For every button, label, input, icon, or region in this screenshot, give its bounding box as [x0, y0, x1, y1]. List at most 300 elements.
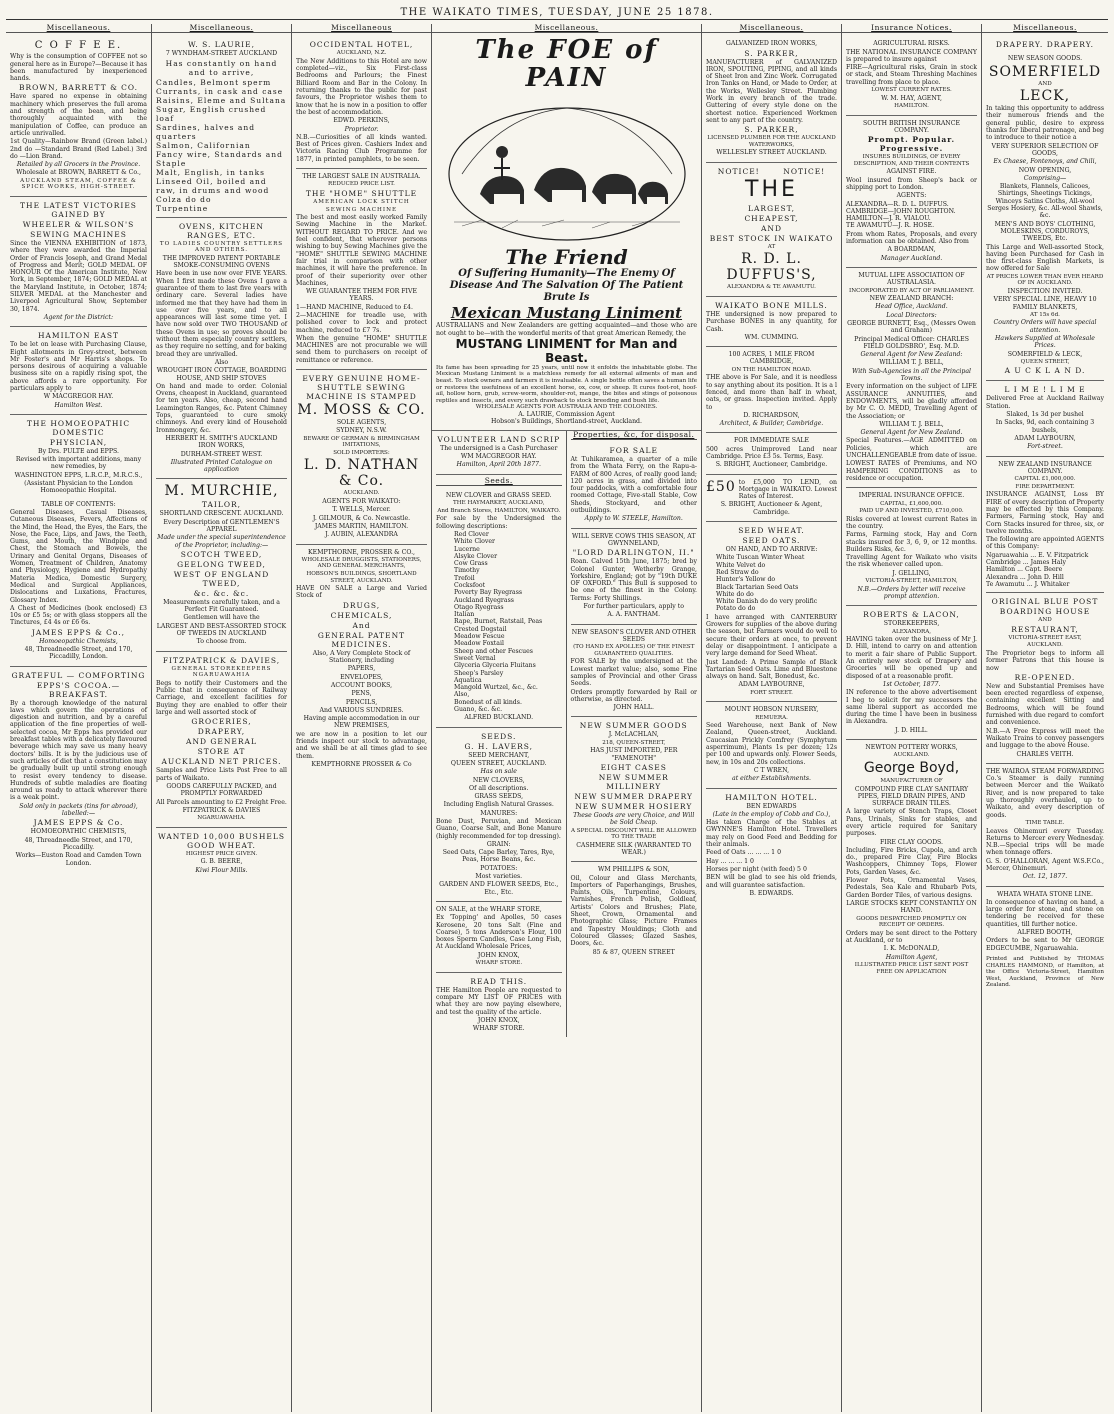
ad-title: NEW SEASON'S CLOVER AND OTHER SEEDS [571, 628, 696, 643]
ad-text: Measurements carefully taken, and a Perfect Fit Guaranteed. [163, 598, 280, 614]
ad-firm: R. D. L. DUFFUS'S, [726, 251, 817, 284]
ad-firm: JAMES EPPS & Co., [31, 627, 126, 637]
list-item: Red Straw do [716, 568, 759, 576]
ad-sub: RESTAURANT, [1011, 624, 1079, 634]
ad-text: MANUFACTURER OF [880, 777, 943, 784]
ad-firm: G. H. LAVERS, [464, 741, 534, 751]
list-item: SCOTCH TWEED, [180, 549, 263, 559]
section-header: Miscellaneous. [152, 24, 291, 33]
ad-name: A BOARDMAN, [887, 246, 936, 254]
ad-text: AGENTS FOR WAIKATO: [322, 498, 401, 506]
list-item: Sweet Vernal [454, 654, 496, 662]
ad-name: JOHN KNOX, [477, 951, 520, 959]
ad-text: This Large and Well-assorted Stock, having been Purchased for Cash in the first-class English Markets, is now offered for Sale [986, 243, 1104, 273]
column-1 [6, 24, 152, 1412]
ad-text: Oil, Colour and Glass Merchants, Importers of Paperhangings, Brushes, Paints, Oils, Turpentine, Colours, Varnishes, French Polish, Goldleaf, Artists' Colors and Brushes; Plate, Sheet, Crown, Ornamental and Photographic Glass; Picture Frames and Tapestry Mouldings; Cloth and Coloured Glasses; Glazed Sashes, Doors, &c. [570, 874, 697, 948]
section-header: Insurance Notices. [842, 24, 981, 33]
ad-text: Including, Fire Bricks, Cupola, and arch do., prepared Fire Clay, Fire Blocks Washcoppers, Chimney Tops, Flower Pots, Garden Vases, &c. [846, 846, 977, 876]
section-header: Miscellaneous [292, 24, 431, 33]
ad-text: THE undersigned is now prepared to Purchase BONES in any quantity, for Cash. [706, 310, 837, 333]
summer-goods-ad [571, 717, 698, 862]
ad-text: At Tuhikaramea, a quarter of a mile from the Whata Ferry, on the Rapu-a-FARM of 800 Acres, of really good land; 120 acres in grass, and divided into four paddocks, with a comfortable four roomed Cottage, Five-stall Stable, Cow Sheds, Stockyard, and other outbuildings. [570, 455, 697, 515]
ad-firm: M. MURCHIE, [164, 483, 279, 500]
columns [6, 24, 1108, 1412]
list-item: Sardines, halves and quarters [156, 122, 255, 141]
ad-text: THE NATIONAL INSURANCE COMPANY is prepared to insure against [846, 48, 977, 63]
ad-text: Agent for the District: [43, 313, 114, 321]
ad-text: NOW OPENING, [1018, 166, 1072, 174]
ad-text: WASHINGTON EPPS, L.R.C.P., M.R.C.S., [14, 471, 143, 479]
list-item: Guano, &c. &c. [454, 706, 503, 714]
pottery-ad [846, 740, 977, 980]
ad-text: WELLESLEY STREET AUCKLAND. [716, 149, 827, 157]
ad-text: Bone Dust, Peruvian, and Mexican Guano, Coarse Salt, and Bone Manure (highly recommended for top dressing). [436, 818, 562, 840]
ad-firm: J. McLACHLAN, [608, 731, 659, 739]
ad-head: AUCKLAND NET PRICES. [161, 757, 282, 767]
cocoa-ad [10, 667, 147, 872]
ad-text: (Assistant Physician to the London Homoeopathic Hospital. [24, 480, 133, 495]
ad-name: S. BRIGHT, Auctioneer & Agent, Cambridge. [720, 501, 823, 516]
list-item: Turpentine [156, 203, 209, 213]
ad-title: VOLUNTEER LAND SCRIP [437, 434, 561, 444]
list-item: Meadow Fescue [454, 633, 505, 641]
ad-name: ADAM LAYBOURN, [1014, 434, 1076, 442]
ad-title: AGRICULTURAL RISKS. [873, 40, 950, 48]
list-item: Sugar, English crushed loaf [156, 104, 267, 123]
ad-text: ALEXANDRA, [891, 628, 932, 635]
ad-head: INSPECTION INVITED. [1007, 287, 1083, 295]
ad-text: at either Establishments. [732, 775, 811, 783]
ad-text: Just Landed: A Prime Sample of Black Tartarian Seed Oats. Lime and Bluestone always on hand. Salt, Bonedust, &c. [706, 658, 837, 681]
ad-title: SEED OATS. [742, 536, 801, 546]
ad-text: A U C K L A N D. [1004, 366, 1086, 376]
south-british-ad [846, 116, 977, 268]
list-item: Lucerne [454, 545, 480, 553]
lavers-ad [436, 728, 562, 902]
ad-title: THE LATEST VICTORIES GAINED BY [20, 200, 137, 219]
list-item: AND [761, 223, 782, 233]
ad-firm: SOMERFIELD [988, 63, 1102, 80]
ad-text: HAS JUST IMPORTED, PER "FAMENOTH" [590, 747, 678, 762]
ad-head: MUSTANG LINIMENT for Man and Beast. [455, 336, 678, 365]
ad-text: Every Description of GENTLEMEN'S APPAREL [163, 518, 280, 533]
ad-text: I have arranged with CANTERBURY Growers for supplies of the above during the season, but Farmers would do well to secure their orders at once, to prevent delay or disappointment. I anticipate a very large demand for Seed Wheat. [706, 613, 837, 658]
list-item: NEW SUMMER DRAPERY [574, 791, 693, 801]
list-item: White Danish do do very prolific [716, 598, 818, 606]
ad-text: 2—MACHINE for treadle use, with polished cover to lock and protect machine, reduced to £7 7s. [296, 311, 427, 334]
hamilton-east-ad [10, 327, 147, 415]
ad-text: Hamilton Agent, [885, 953, 938, 961]
ad-text: To be let on lease with Purchasing Clause, Eight allotments in Grey-street, between Mr Foster's and Mr Harris's shops. To persons desirous of acquiring a valuable business site on a rapidly rising spot, the above affords a rare opportunity. For particulars apply to [10, 341, 147, 392]
ad-text: VICTORIA-STREET EAST, [1008, 634, 1082, 641]
ad-sub: REDUCED PRICE LIST. [328, 181, 395, 188]
volunteer-ad [436, 431, 562, 475]
list-item: Rape, Burnet, Ratstail, Peas [454, 618, 543, 626]
list-item: GENERAL PATENT MEDICINES. [317, 630, 406, 649]
ad-text: FORT STREET. [750, 689, 793, 696]
ad-text: Travelling Agent for Waikato who visits the risk whenever called upon. [846, 554, 977, 569]
ad-name: CHARLES VEITH. [1016, 750, 1074, 758]
friend-sub: Of Suffering Humanity—The Enemy Of Disease And The Salvation Of The Patient Brute Is [449, 268, 684, 304]
ad-head: GRAIN: [486, 840, 511, 848]
ad-text: SOLE AGENTS, [336, 419, 387, 427]
list-item: Raisins, Eleme and Sultana [156, 95, 287, 105]
ad-text: SEED MERCHANT, [468, 751, 530, 759]
wairoa-ad [986, 764, 1104, 887]
ad-text: HOMOEOPATHIC CHEMISTS, [30, 828, 127, 836]
duffus-list [706, 204, 837, 243]
list-item: Also, [454, 691, 470, 699]
ad-title: L I M E ! L I M E [1004, 385, 1086, 395]
ad-text: Why is the consumption of COFFEE not so general here as in Europe?—Because it has been manufactured by inexperienced hands. [10, 53, 147, 83]
ad-text: CAPITAL, £1,600,000. [880, 500, 943, 507]
list-item: GROCERIES, [191, 717, 252, 727]
ad-text: FIRE DEPARTMENT. [1015, 483, 1075, 490]
ad-text: HIGHEST PRICE GIVEN. [185, 850, 258, 857]
mustang-ad [432, 36, 701, 430]
ad-text: CAPITAL £1,000,000. [1014, 476, 1076, 483]
ad-text: In consequence of having on hand, a large order for stone, and stone on tendering be received for these quantities, till further notice. [986, 898, 1104, 928]
ad-name: ADAM LAYBOURNE, [738, 681, 805, 689]
list-item: Potato do do [716, 605, 756, 613]
ad-text: The undersigned is a Cash Purchaser [440, 444, 558, 452]
bone-mills-ad [706, 297, 837, 347]
ad-text: Every information on the subject of LIFE ASSURANCE ANNUITIES, and ENDOWMENTS, will be gladly afforded by Mr C. O. MEDD, Travelling Agent of the Association; or [846, 383, 977, 420]
ad-text: 7 WYNDHAM-STREET AUCKLAND [165, 50, 278, 58]
ad-text: To choose from. [196, 638, 247, 646]
ad-text: Leaves Ohinemuri every Tuesday. Returns to Mercer every Wednesday. N.B.—Special trips will be made when tonnage offers. [986, 827, 1104, 857]
imprint: Printed and Published by THOMAS CHARLES HAMMOND, of Hamilton, at the Office Victoria-Street, Hamilton West, Auckland, Province of New Zealand. [986, 955, 1104, 989]
ad-firm: L. D. NATHAN & Co. [303, 457, 420, 490]
seed-wheat-ad [706, 522, 837, 702]
ad-title: WAIKATO BONE MILLS. [715, 300, 828, 310]
ad-text: Also [214, 358, 229, 366]
list-item: Cow Grass [454, 560, 488, 568]
ad-title: THE [745, 176, 798, 202]
ad-text: The following are appointed AGENTS of this Company: [986, 536, 1104, 551]
ad-text: HOBSON'S BUILDINGS, SHORTLAND STREET, AUCKLAND. [306, 571, 417, 584]
ad-text: AGENTS: [896, 192, 927, 200]
ad-text: Seed Oats, Cape Barley, Tares, Rye, Peas, Horse Beans, &c. [442, 849, 555, 864]
ad-head: LARGE STOCKS KEPT CONSTANTLY ON HAND. [846, 899, 977, 915]
ad-text: A SPECIAL DISCOUNT WILL BE ALLOWED TO THE TRADE [570, 827, 697, 841]
ad-text: General Diseases, Casual Diseases, Cutaneous Diseases, Fevers, Affections of the Mind, the Head, the Eyes, the Ears, the Nose, the Face, Lips, and Jaws, the Teeth, Gums, and Mouth, the Windpipe and Chest, the Stomach and Bowels, the Urinary and Genital Organs, Diseases of Women, Treatment of Children, Anatomy and Physiology, Hygiene and Hydropathy Materia Medica, Domestic Surgery, Medical and Surgical Appliances, Dislocations and Luxations, Fractures, Glossary Index. [10, 508, 147, 604]
ad-text: Head Office, Auckland. [875, 303, 948, 311]
ad-name: WILLIAM T. J. BELL, [879, 359, 944, 367]
ad-text: AUCKLAND STEAM, COFFEE & SPICE WORKS, HIGH-STREET. [20, 177, 137, 191]
livestock-illustration [442, 94, 692, 244]
phillips-ad [571, 862, 698, 961]
duffus-ad [706, 163, 837, 297]
ad-title: 100 ACRES, 1 MILE FROM CAMBRIDGE, [728, 351, 815, 366]
ad-text: Has on sale [480, 768, 517, 776]
column-7 [982, 24, 1108, 1412]
ad-name: ALFRED BOOTH, [1017, 929, 1073, 937]
kemp-items [296, 601, 427, 649]
ad-text: From whom Rates, Proposals, and every information can be obtained. Also from [846, 230, 977, 246]
ad-title: NEWTON POTTERY WORKS, [865, 744, 958, 752]
ad-text: ALEXANDRA & TE AWAMUTU. [727, 284, 816, 291]
ad-sub: (TO HAND EX APOLLES) OF THE FINEST GUARANTEED QUALITIES. [573, 644, 695, 657]
ad-name: D. RICHARDSON, [743, 411, 800, 419]
ad-title: ORIGINAL BLUE POST [991, 597, 1099, 607]
ad-text: Illustrated Printed Catalogue on application [170, 458, 273, 474]
nz-insurance-ad [986, 457, 1104, 594]
ad-title: HAMILTON HOTEL. [725, 792, 818, 802]
ad-name: JOHN HALL. [613, 704, 654, 712]
ad-title: GALVANIZED IRON WORKS, [725, 40, 818, 48]
ad-text: AT PRICES LOWER THAN EVER HEARD OF IN AUCKLAND. [986, 273, 1104, 287]
list-item: BEST STOCK IN WAIKATO [709, 233, 834, 243]
ad-text: 1st Quality—Rainbow Brand (Green label.) 2nd do —Standard Brand (Red Label.) 3rd do —Lion Brand. [10, 138, 147, 160]
ad-text: QUEEN STREET, [1020, 358, 1070, 365]
ad-text: Wholesale at BROWN, BARRETT & Co., [16, 169, 141, 177]
ad-head: RE-OPENED. [1014, 672, 1076, 682]
ad-sub: EPPS'S COCOA.—BREAKFAST. [36, 680, 121, 699]
somerfield-leck-ad [986, 36, 1104, 381]
ad-title: SEED WHEAT. [738, 526, 805, 536]
foe-title: The FOE of PAIN [475, 35, 658, 94]
ad-text: TIME TABLE. [1025, 819, 1065, 826]
ad-text: 500 acres Unimproved Land near Cambridge. Price £3 5s. Terms, Easy. [706, 445, 837, 460]
section-header: Miscellaneous. [702, 24, 841, 33]
ad-name: SOMERFIELD & LECK, [1007, 350, 1083, 358]
col4-left [432, 431, 567, 1038]
list-item: Red Clover [454, 530, 489, 538]
ad-sub: BOARDING HOUSE [999, 607, 1091, 617]
ad-head: LARGEST AND BEST-ASSORTED STOCK OF TWEEDS IN AUCKLAND [156, 622, 287, 638]
ad-text: Comprising— [1023, 174, 1067, 182]
ad-text: And Branch Stores, HAMILTON, WAIKATO. [437, 507, 561, 514]
ad-name: WM. CUMMING. [744, 333, 799, 341]
nursery-ad [706, 702, 837, 788]
fitzpatrick-ad [156, 652, 287, 828]
list-item: Auckland Ryegrass [454, 596, 514, 604]
list-item: Bonedust of all kinds. [454, 698, 522, 706]
list-item: WEST OF ENGLAND TWEED, [173, 569, 270, 588]
ad-text: HAVING taken over the business of Mr J. D. Hill, intend to carry on and attention to merit a fair share of Public Support. An entirely new stock of Drapery and Groceries will be opened up and disposed of at a reasonable profit. [846, 636, 977, 680]
ad-text: HAMILTON. [894, 102, 929, 109]
ad-firm: S. PARKER, [744, 48, 799, 58]
section-header: Miscellaneous. [432, 24, 701, 33]
list-item: GEELONG TWEED, [177, 559, 266, 569]
ad-text: we are now in a position to let our friends inspect our stock to advantage, and we shall be at all times glad to see them. [296, 730, 427, 760]
list-item: And VARIOUS SUNDRIES. [319, 706, 404, 714]
list-item: Linseed Oil, boiled and raw, in drums and wood [156, 176, 270, 195]
ad-text: Oct. 12, 1877. [1022, 873, 1068, 881]
arrive-list [706, 554, 837, 612]
list-item: PENCILS, [345, 698, 378, 706]
ad-text: Retailed by all Grocers in the Province. [16, 161, 141, 169]
wharf-ad [436, 902, 562, 973]
list-item: CHEMICALS, [330, 610, 393, 620]
friend-title: The Friend [505, 245, 628, 270]
ad-firm: BEN EDWARDS [746, 802, 797, 810]
blue-post-ad [986, 593, 1104, 764]
list-item: CAMBRIDGE—JOHN ROUGHTON. [846, 207, 956, 215]
ad-text: For further particulars, apply to [583, 602, 684, 610]
ad-name: EDWD. PERKINS, [333, 117, 390, 125]
ad-title: FOR SALE [609, 445, 658, 455]
ad-name: J. D. HILL. [895, 726, 928, 734]
ad-title: TABLE OF CONTENTS: [41, 500, 116, 508]
list-item: JAMES MARTIN, HAMILTON. [314, 522, 409, 530]
list-item: Fancy wire, Standards and Staple [156, 149, 283, 168]
list-item: White Tuscan Winter Wheat [716, 554, 805, 562]
summer-items [571, 773, 698, 811]
ad-text: BEN will be glad to see his old friends, and will guarantee satisfaction. [706, 874, 837, 889]
ad-head: NEW ZEALAND BRANCH: [869, 295, 954, 303]
ad-text: With Sub-Agencies in all the Principal Towns. [851, 367, 972, 383]
lend-ad [706, 475, 837, 522]
ad-sub: ON THE HAMILTON ROAD. [731, 366, 812, 373]
notice-label: NOTICE! [717, 166, 760, 176]
ad-name: ALFRED BUCKLAND. [464, 714, 534, 722]
list-item: PAPERS, [347, 665, 376, 673]
properties-header: Properties, &c, for disposal. [571, 431, 698, 440]
ad-text: GOODS DESPATCHED PROMPTLY ON RECEIPT OF ORDERS. [856, 915, 967, 929]
ad-text: AND [1038, 80, 1052, 87]
list-item: TE AWAMUTU—J. R. HOSE. [846, 222, 935, 230]
list-item: J. GILMOUR, & Co. Newcastle. [312, 514, 411, 522]
ad-name: WM MACGREGOR HAY. [460, 452, 537, 460]
acres-ad [706, 347, 837, 433]
ad-text: to £5,000 TO LEND, on Mortgage in WAIKATO. Lowest Rates of Interest. [738, 478, 837, 501]
list-item: NEW SUMMER HOSIERY [575, 801, 693, 811]
home-shuttle-ad [296, 169, 427, 370]
ad-text: WHOLESALE AGENTS FOR AUSTRALIA AND THE COLONIES. [475, 404, 658, 411]
list-item: Poverty Bay Ryegrass [454, 589, 523, 597]
nathan-agents [296, 506, 427, 538]
galvanized-ad [706, 36, 837, 162]
ad-text: Fort-street. [1027, 443, 1063, 451]
ad-text: DURHAM-STREET WEST. [180, 450, 263, 458]
ad-text: Orders may be sent direct to the Pottery at Auckland, or to [846, 929, 977, 945]
ad-text: Hobson's Buildings, Shortland-street, Auckland. [490, 418, 642, 426]
ad-text: LICENSED PLUMBER FOR THE AUCKLAND WATERWORKS, [707, 135, 836, 148]
moss-ad [296, 370, 427, 544]
ad-text: AT 15s 6d. [1030, 311, 1060, 318]
ad-text: Sold only in packets (tins for abroad), labelled:— [19, 802, 138, 818]
ad-role: TAILOR, [201, 500, 242, 510]
seeds-header: Seeds. [436, 477, 562, 486]
ad-name: J. GELLING, [892, 569, 931, 577]
ad-firm: W. S. LAURIE, [188, 40, 255, 50]
ad-text: Homoeopathic Chemists, [39, 637, 118, 645]
column-4 [432, 24, 702, 1412]
ad-text: Gentlemen will have the [183, 614, 260, 622]
list-item: Te Awamutu ... J. Whitaker [986, 580, 1070, 588]
wheat-ad [156, 828, 287, 879]
ad-head: MEN'S AND BOYS' CLOTHING, MOLESKINS, CORDUROYS, TWEEDS, Etc. [994, 220, 1096, 243]
column-3 [292, 24, 432, 1412]
ad-text: VICTORIA-STREET, HAMILTON, [865, 578, 958, 585]
list-item: T. WELLS, Mercer. [332, 506, 391, 514]
ad-title: DRAPERY. DRAPERY. [995, 40, 1095, 50]
ad-text: Country Orders will have special attention. [993, 319, 1097, 334]
list-item: Alsyke Clover [454, 552, 498, 560]
ad-text: The Proprietor begs to inform all former Patrons that this house is now [986, 649, 1104, 672]
ad-text: STOREKEEPERS, [883, 620, 940, 628]
ad-text: N.B.—Curiosities of all kinds wanted. Best of Prices given. Cashiers Index and Victoria Racing Club Programme for 1877, in printed pamphlets, to be seen. [296, 133, 427, 163]
ad-firm: George Boyd, [863, 759, 960, 776]
ad-text: These Goods are very Choice, and Will be Sold Cheap. [573, 811, 695, 827]
mutual-life-ad [846, 268, 977, 488]
ad-text: Of all descriptions. [469, 784, 529, 792]
ad-text: Special Features.—AGE ADMITTED on Policies, which are UNCHALLENGEABLE from date of issue. [846, 437, 977, 460]
ad-text: AUCKLAND. [343, 490, 380, 497]
list-item: Italian [454, 611, 475, 619]
ad-text: Seed Warehouse, next Bank of New Zealand, Queen-street, Auckland. Caucasian Prickly Comfrey (Symphytum asperrimum), Plants 1s per dozen; 12s per 100 and upwards only. Flower Seeds, new, in 10s and 20s collections. [706, 722, 837, 766]
price-row: Hay ... ... ... 1 0 [706, 857, 754, 865]
ad-text: Local Directors: [886, 311, 937, 319]
ad-title: PHYSICIAN, [49, 437, 108, 447]
ad-tag: Prompt. Popular. Progressive. [867, 135, 956, 154]
ad-text: The New Additions to this Hotel are now completed—viz., Six First-class Bedrooms and Parlours; the Finest Billiard Room and Bar in the Colony. In returning thanks to the public for past favours, the Proprietor wishes them to know that he is now in a position to offer the best of accommodation. [296, 57, 427, 116]
ad-text: General Agent for New Zealand: [860, 351, 963, 359]
sbi-agents [846, 201, 977, 230]
ad-head: GRASS SEEDS, [474, 793, 524, 801]
ad-text: A large variety of Stench Traps, Closet Pans, Urinals, Sinks for stables, and every article required for Sanitary purposes. [846, 808, 977, 838]
list-item: Malt, English, in tanks [156, 167, 266, 177]
ad-text: Ex 'Topping' and Apolles, 50 cases Kerosene, 20 tons Salt (Fine and Coarse), 5 tons Anderson's Flour, 100 boxes Sperm Candles, Case Long Fish, At Auckland Wholesale Prices, [436, 914, 562, 951]
ad-text: Has taken Charge of the Stables at GWYNNE'S Hamilton Hotel. Travellers may rely on Good Feed and Bedding for their animals. [706, 819, 837, 849]
ad-name: S. PARKER, [744, 125, 799, 135]
list-item: Candles, Belmont sperm [156, 77, 272, 87]
ad-text: Apply to W. STEELE, Hamilton. [584, 515, 683, 523]
ad-title: HAMILTON EAST [37, 331, 120, 341]
ad-text: MANUFACTURER of GALVANIZED IRON, SPOUTING, PIPING, and all kinds of Sheet Iron and Zinc Work. Corrugated Iron Tanks on Hand, or Made to Order, at the Works, Wellesley Street. Plumbing Work in every branch of the trade. Guttering of every style done on the shortest notice. Experienced Workmen sent to any part of the country. [706, 58, 837, 124]
ad-title: NEW SUMMER GOODS [579, 721, 688, 731]
ad-text: By Drs. PULTE and EPPS. [38, 447, 119, 455]
ad-name: B. EDWARDS. [749, 889, 794, 897]
ad-text: LOWEST CURRENT RATES. [871, 87, 952, 94]
ad-text: Also, A Very Complete Stock of Stationery, including [312, 649, 411, 665]
ad-head: AGAINST FIRE. [886, 168, 937, 176]
list-item: ACCOUNT BOOKS, [330, 681, 393, 689]
column-5 [702, 24, 842, 1412]
nzi-agents [986, 552, 1104, 588]
new-season-seeds-ad [571, 625, 698, 718]
ad-text: 218, QUEEN-STREET, [602, 739, 666, 746]
list-item: AND GENERAL [186, 737, 257, 747]
ad-text: Orders to be sent to Mr GEORGE EDGECUMBE, Ngaruawahia. [986, 937, 1104, 952]
list-item: STORE AT [197, 747, 246, 757]
ad-head: MANURES: [480, 809, 518, 817]
ad-text: IN reference to the above advertisement I beg to solicit for my successors the same liberal support as accorded me during the time I have been in business in Alexandra. [846, 689, 977, 726]
ad-name: I. K. McDONALD, [883, 945, 940, 953]
hamilton-hotel-ad [706, 789, 837, 903]
list-item: Timothy [454, 567, 480, 575]
list-item: Currants, in cask and case [156, 86, 284, 96]
ad-head: FIRE CLAY GOODS. [879, 838, 944, 846]
coffee-ad [10, 36, 147, 197]
ad-title: OVENS, KITCHEN RANGES, ETC. [179, 221, 264, 240]
list-item: Hunter's Yellow do [716, 576, 776, 584]
ad-firm: KEMPTHORNE, PROSSER & CO., [307, 548, 415, 556]
list-item: Sheep and other Fescues [454, 647, 533, 655]
ad-text: Delivered Free at Auckland Railway Station. [986, 395, 1104, 410]
ad-text: 48, Threadneedle Street, and 170, Piccadilly, London. [24, 646, 133, 661]
list-item: White Clover [454, 538, 495, 546]
lend-amount: £50 [706, 478, 736, 495]
farm-sale-ad [571, 442, 698, 529]
ad-text: REMUERA. [755, 714, 788, 721]
list-item: Ngaruawahia ... E. V. Fitzpatrick [986, 551, 1089, 559]
ad-sub: TO LADIES COUNTRY SETTLERS AND OTHERS. [159, 240, 284, 254]
ad-text: A Chest of Medicines (book enclosed) £3 10s or £5 5s; or with glass stoppers all the Tinctures, £4 4s or £6 6s. [10, 604, 147, 627]
ad-name: S. BRIGHT, Auctioneer, Cambridge. [715, 461, 828, 469]
